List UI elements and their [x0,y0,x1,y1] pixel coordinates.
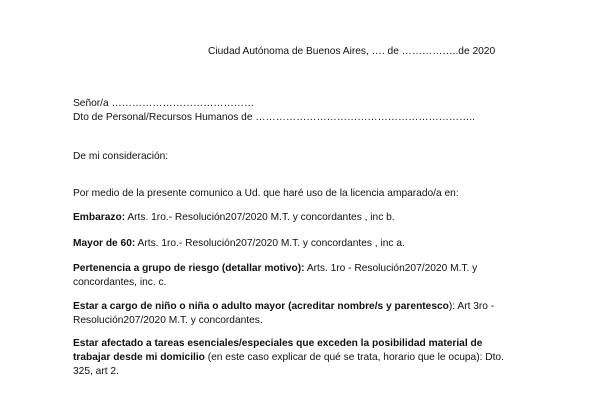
item-text: (en este caso explicar de qué se trata, horario que le ocupa): Dto. 325, art 2. [73,352,504,377]
salutation: De mi consideración: [73,151,169,162]
item-cargo-ninos [73,300,518,328]
item-title: Embarazo: [73,212,126,223]
recipient-name-line: Señor/a …………………………………… [73,98,255,109]
recipient-department-line: Dto de Personal/Recursos Humanos de ……………………………………………………….. [73,112,475,123]
item-grupo-riesgo [73,262,518,290]
item-mayor-60 [73,237,518,251]
item-title: Pertenencia a grupo de riesgo (detallar motivo): [73,263,305,274]
intro-paragraph: Por medio de la presente comunico a Ud. que haré uso de la licencia amparado/a en: [73,188,459,199]
date-line: Ciudad Autónoma de Buenos Aires, …. de ……………..de 2020 [208,46,496,57]
item-text: Arts. 1ro.- Resolución207/2020 M.T. y concordantes , inc a. [135,238,405,249]
item-embarazo [73,211,518,225]
item-title: Mayor de 60: [73,238,136,249]
item-title: Estar afectado a tareas esenciales/especiales que exceden la posibilidad material de trabajar desde mi domicilio [73,338,483,363]
item-title: Estar a cargo de niño o niña o adulto mayor (acreditar nombre/s y parentesco [73,301,449,312]
item-text: ): Art 3ro - Resolución207/2020 M.T. y concordantes. [73,301,495,326]
item-tareas-esenciales [73,337,518,379]
item-text: Arts. 1ro.- Resolución207/2020 M.T. y concordantes , inc b. [125,212,395,223]
item-text: Arts. 1ro - Resolución207/2020 M.T. y concordantes, inc. c. [73,263,478,288]
